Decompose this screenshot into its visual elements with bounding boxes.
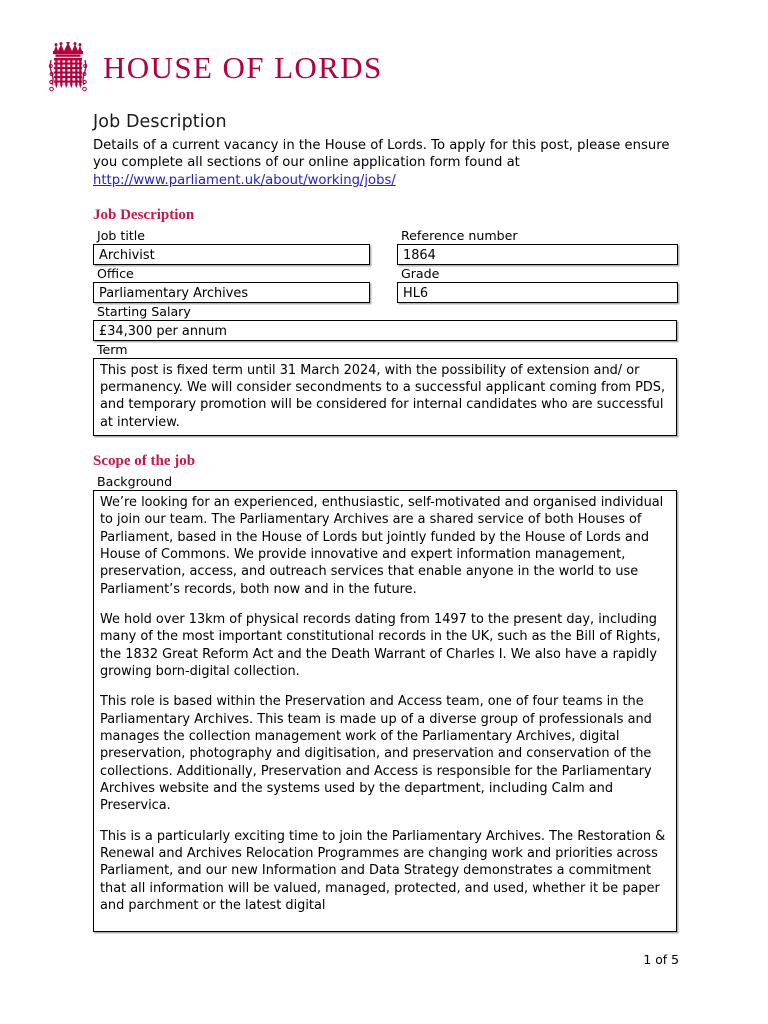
field-starting-salary[interactable]: £34,300 per annum [93, 320, 677, 341]
application-form-link[interactable]: http://www.parliament.uk/about/working/jobs/ [93, 172, 396, 188]
section-heading-job-description: Job Description [93, 206, 195, 223]
label-background: Background [97, 473, 173, 489]
field-job-title[interactable]: Archivist [93, 244, 370, 265]
field-row-term [93, 341, 679, 436]
document-content [93, 112, 679, 932]
field-row-starting-salary [93, 303, 679, 341]
label-starting-salary: Starting Salary [97, 303, 191, 319]
background-paragraph: This is a particularly exciting time to join the Parliamentary Archives. The Restoration & Renewal and Archives Relocation Programmes are changing work and priorities across Parliament, and our new Information and Data Strategy demonstrates a commitment that all information will be valued, managed, protected, and used, whether it be paper and parchment or the latest digital [100, 828, 666, 914]
page-footer [0, 952, 768, 967]
page-indicator: 1 of 5 [643, 952, 679, 967]
page-title: Job Description [93, 112, 227, 132]
masthead-title: HOUSE OF LORDS [103, 50, 383, 85]
field-row-office-grade [93, 265, 679, 303]
field-reference-number[interactable]: 1864 [397, 244, 678, 265]
field-row-background [93, 473, 679, 932]
field-row-title-reference [93, 227, 679, 265]
background-paragraph: This role is based within the Preservation and Access team, one of four teams in the Parliamentary Archives. This team is made up of a diverse group of professionals and manages the collection management work of the Parliamentary Archives, digital preservation, photography and digitisation, and preservation and conservation of the collections. Additionally, Preservation and Access is responsible for the Parliamentary Archives website and the systems used by the department, including Calm and Preservica. [100, 694, 652, 814]
background-paragraph: We’re looking for an experienced, enthusiastic, self-motivated and organised individual to join our team. The Parliamentary Archives are a shared service of both Houses of Parliament, based in the House of Lords but jointly funded by the House of Lords and House of Commons. We provide innovative and expert information management, preservation, access, and outreach services that enable anyone in the world to use Parliament’s records, both now and in the future. [100, 494, 664, 597]
field-background[interactable] [93, 490, 677, 932]
term-text: This post is fixed term until 31 March 2024, with the possibility of extension and/ or permanency. We will consider secondments to a successful applicant coming from PDS, and temporary promotion will be considered for internal candidates who are successful at interview. [100, 362, 666, 430]
field-office[interactable]: Parliamentary Archives [93, 282, 370, 303]
label-grade: Grade [401, 265, 440, 281]
label-term: Term [97, 341, 128, 357]
portcullis-crown-icon [45, 42, 91, 96]
field-grade[interactable]: HL6 [397, 282, 678, 303]
label-job-title: Job title [97, 227, 146, 243]
field-term[interactable] [93, 358, 677, 436]
background-paragraph: We hold over 13km of physical records dating from 1497 to the present day, including many of the most important constitutional records in the UK, such as the Bill of Rights, the 1832 Great Reform Act and the Death Warrant of Charles I. We also have a rapidly growing born-digital collection. [100, 611, 661, 679]
intro-paragraph [93, 137, 679, 190]
masthead [45, 42, 383, 96]
label-office: Office [97, 265, 134, 281]
section-heading-scope: Scope of the job [93, 452, 196, 469]
label-reference-number: Reference number [401, 227, 518, 243]
intro-text: Details of a current vacancy in the House of Lords. To apply for this post, please ensure you complete all sections of our online application form found at [93, 137, 670, 171]
